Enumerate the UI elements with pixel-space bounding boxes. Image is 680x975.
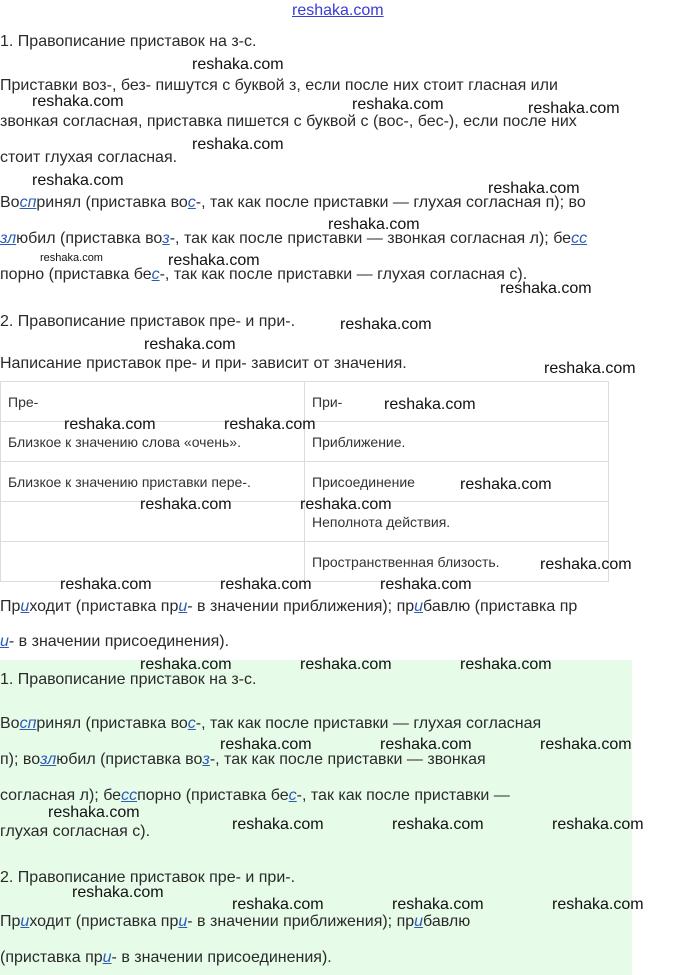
highlighted-letters: с — [151, 266, 160, 283]
watermark: reshaka.com — [460, 656, 552, 673]
example-line-3: порно (приставка бес-, так как после приставки — глухая согласная с). — [0, 266, 528, 283]
watermark: reshaka.com — [300, 656, 392, 673]
watermark: reshaka.com — [392, 896, 484, 913]
table-cell: Близкое к значению слова «очень». — [1, 422, 305, 462]
highlighted-letters: и — [414, 913, 424, 930]
answer-line-2: п); возлюбил (приставка воз-, так как после приставки — звонкая — [0, 751, 486, 768]
watermark: reshaka.com — [552, 896, 644, 913]
highlighted-letters: с — [288, 787, 297, 804]
table-header-cell: Пре- — [1, 382, 305, 422]
watermark: reshaka.com — [32, 93, 124, 110]
watermark: reshaka.com — [528, 100, 620, 117]
watermark: reshaka.com — [168, 252, 260, 269]
watermark: reshaka.com — [328, 216, 420, 233]
section2-heading: 2. Правописание приставок пре- и при-. — [0, 313, 296, 330]
watermark-small: reshaka.com — [40, 252, 103, 264]
answer-heading-1: 1. Правописание приставок на з-с. — [0, 671, 257, 688]
section1-heading: 1. Правописание приставок на з-с. — [0, 33, 257, 50]
section2-example-line-1: Приходит (приставка при- в значении приближения); прибавлю (приставка пр — [0, 598, 578, 615]
rule-line-3: стоит глухая согласная. — [0, 149, 178, 166]
highlighted-letters: и — [20, 913, 30, 930]
table-cell: Пространственная близость. — [305, 542, 609, 582]
watermark: reshaka.com — [60, 576, 152, 593]
answer-line-4: глухая согласная с). — [0, 823, 151, 840]
watermark: reshaka.com — [380, 576, 472, 593]
section2-intro: Написание приставок пре- и при- зависит от значения. — [0, 355, 407, 372]
answer-line-6: (приставка при- в значении присоединения). — [0, 949, 332, 966]
section2-example-line-2: и- в значении присоединения). — [0, 633, 230, 650]
example-line-1: Воспринял (приставка вос-, так как после приставки — глухая согласная п); во — [0, 194, 586, 211]
highlighted-letters: сс — [121, 787, 138, 804]
highlighted-letters: с — [187, 715, 196, 732]
watermark: reshaka.com — [544, 360, 636, 377]
watermark: reshaka.com — [552, 816, 644, 833]
watermark: reshaka.com — [48, 804, 140, 821]
rule-line-1: Приставки воз-, без- пишутся с буквой з, если после них стоит гласная или — [0, 77, 558, 94]
highlighted-letters: и — [178, 598, 188, 615]
watermark: reshaka.com — [64, 416, 156, 433]
highlighted-letters: зл — [0, 230, 17, 247]
highlighted-letters: и — [20, 598, 30, 615]
top-watermark-link[interactable]: reshaka.com — [292, 2, 384, 19]
watermark: reshaka.com — [232, 816, 324, 833]
watermark: reshaka.com — [340, 316, 432, 333]
watermark: reshaka.com — [540, 556, 632, 573]
highlighted-letters: зл — [40, 751, 57, 768]
highlighted-letters: сп — [19, 194, 37, 211]
watermark: reshaka.com — [192, 136, 284, 153]
watermark: reshaka.com — [540, 736, 632, 753]
watermark: reshaka.com — [460, 476, 552, 493]
answer-line-1: Воспринял (приставка вос-, так как после приставки — глухая согласная — [0, 715, 542, 732]
answer-line-3: согласная л); бесспорно (приставка бес-, так как после приставки — — [0, 787, 510, 804]
highlighted-letters: с — [187, 194, 196, 211]
answer-line-5: Приходит (приставка при- в значении приближения); прибавлю — [0, 913, 471, 930]
watermark: reshaka.com — [500, 280, 592, 297]
watermark: reshaka.com — [488, 180, 580, 197]
watermark: reshaka.com — [144, 336, 236, 353]
highlighted-letters: сп — [19, 715, 37, 732]
highlighted-letters: з — [202, 751, 210, 768]
watermark: reshaka.com — [140, 496, 232, 513]
table-cell: Неполнота действия. — [305, 502, 609, 542]
rule-line-2: звонкая согласная, приставка пишется с буквой с (вос-, бес-), если после них — [0, 113, 577, 130]
watermark: reshaka.com — [300, 496, 392, 513]
watermark: reshaka.com — [192, 56, 284, 73]
highlighted-letters: з — [162, 230, 170, 247]
watermark: reshaka.com — [352, 96, 444, 113]
watermark: reshaka.com — [392, 816, 484, 833]
watermark: reshaka.com — [32, 172, 124, 189]
watermark: reshaka.com — [384, 396, 476, 413]
highlighted-letters: сс — [571, 230, 588, 247]
table-cell: Приближение. — [305, 422, 609, 462]
watermark: reshaka.com — [380, 736, 472, 753]
table-cell: Присоединение — [305, 462, 609, 502]
watermark: reshaka.com — [140, 656, 232, 673]
table-cell: Близкое к значению приставки пере-. — [1, 462, 305, 502]
highlighted-letters: и — [102, 949, 112, 966]
watermark: reshaka.com — [72, 884, 164, 901]
highlighted-letters: и — [414, 598, 424, 615]
example-line-2: злюбил (приставка воз-, так как после приставки — звонкая согласная л); бесс — [0, 230, 588, 247]
table-header-cell: При- — [305, 382, 609, 422]
answer-heading-2: 2. Правописание приставок пре- и при-. — [0, 869, 296, 886]
highlighted-letters: и — [178, 913, 188, 930]
highlighted-letters: и — [0, 633, 9, 650]
watermark: reshaka.com — [220, 736, 312, 753]
watermark: reshaka.com — [232, 896, 324, 913]
watermark: reshaka.com — [224, 416, 316, 433]
watermark: reshaka.com — [220, 576, 312, 593]
